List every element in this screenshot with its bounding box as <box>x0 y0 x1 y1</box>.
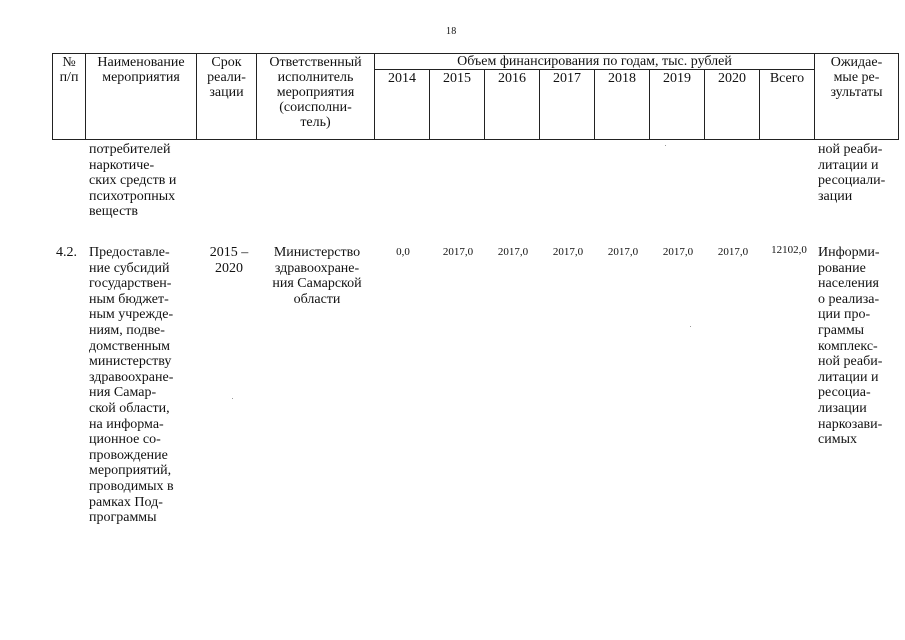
header-funding: Объем финансирования по годам, тыс. рублей <box>457 54 732 69</box>
row-name: Предоставле- ние субсидий государствен- ным бюджет- ным учрежде- ниям, подве- домственным министерству здравоохране- ния Самар- ской области, на информа- ционное со- провождение мероприятий, проводимых в рамках Под- программы <box>89 245 174 526</box>
scan-speck <box>232 398 233 399</box>
value-2015: 2017,0 <box>442 246 474 258</box>
header-name: Наименование мероприятия <box>97 55 185 85</box>
header-year-2016: 2016 <box>498 71 526 86</box>
table-header <box>52 53 899 140</box>
value-2014: 0,0 <box>396 246 410 258</box>
continued-name-text: потребителей наркотиче- ских средств и психотропных веществ <box>89 142 177 220</box>
value-total: 12102,0 <box>771 244 807 256</box>
header-year-2014: 2014 <box>388 71 416 86</box>
row-number: 4.2. <box>56 245 77 260</box>
header-num: № п/п <box>59 55 79 85</box>
value-2018: 2017,0 <box>607 246 639 258</box>
continued-results-text: ной реаби- литации и ресоциали- зации <box>818 142 886 204</box>
header-year-2017: 2017 <box>553 71 581 86</box>
header-year-2020: 2020 <box>718 71 746 86</box>
value-2017: 2017,0 <box>552 246 584 258</box>
header-year-2015: 2015 <box>443 71 471 86</box>
value-2019: 2017,0 <box>662 246 694 258</box>
row-term: 2015 – 2020 <box>209 245 249 276</box>
value-2016: 2017,0 <box>497 246 529 258</box>
scan-speck <box>665 145 666 146</box>
page-number: 18 <box>446 26 457 37</box>
value-2020: 2017,0 <box>717 246 749 258</box>
header-term: Срок реали- зации <box>207 55 246 100</box>
header-year-2019: 2019 <box>663 71 691 86</box>
header-year-2018: 2018 <box>608 71 636 86</box>
scan-speck <box>690 326 691 327</box>
header-executor: Ответственный исполнитель мероприятия (соисполни- тель) <box>269 55 362 130</box>
header-total: Всего <box>769 71 805 86</box>
header-results: Ожидае- мые ре- зультаты <box>830 55 883 100</box>
row-result: Информи- рование населения о реализа- ции про- граммы комплекс- ной реаби- литации и ресоциа- лизации наркозави- симых <box>818 245 883 448</box>
row-executor: Министерство здравоохране- ния Самарской области <box>272 245 362 307</box>
